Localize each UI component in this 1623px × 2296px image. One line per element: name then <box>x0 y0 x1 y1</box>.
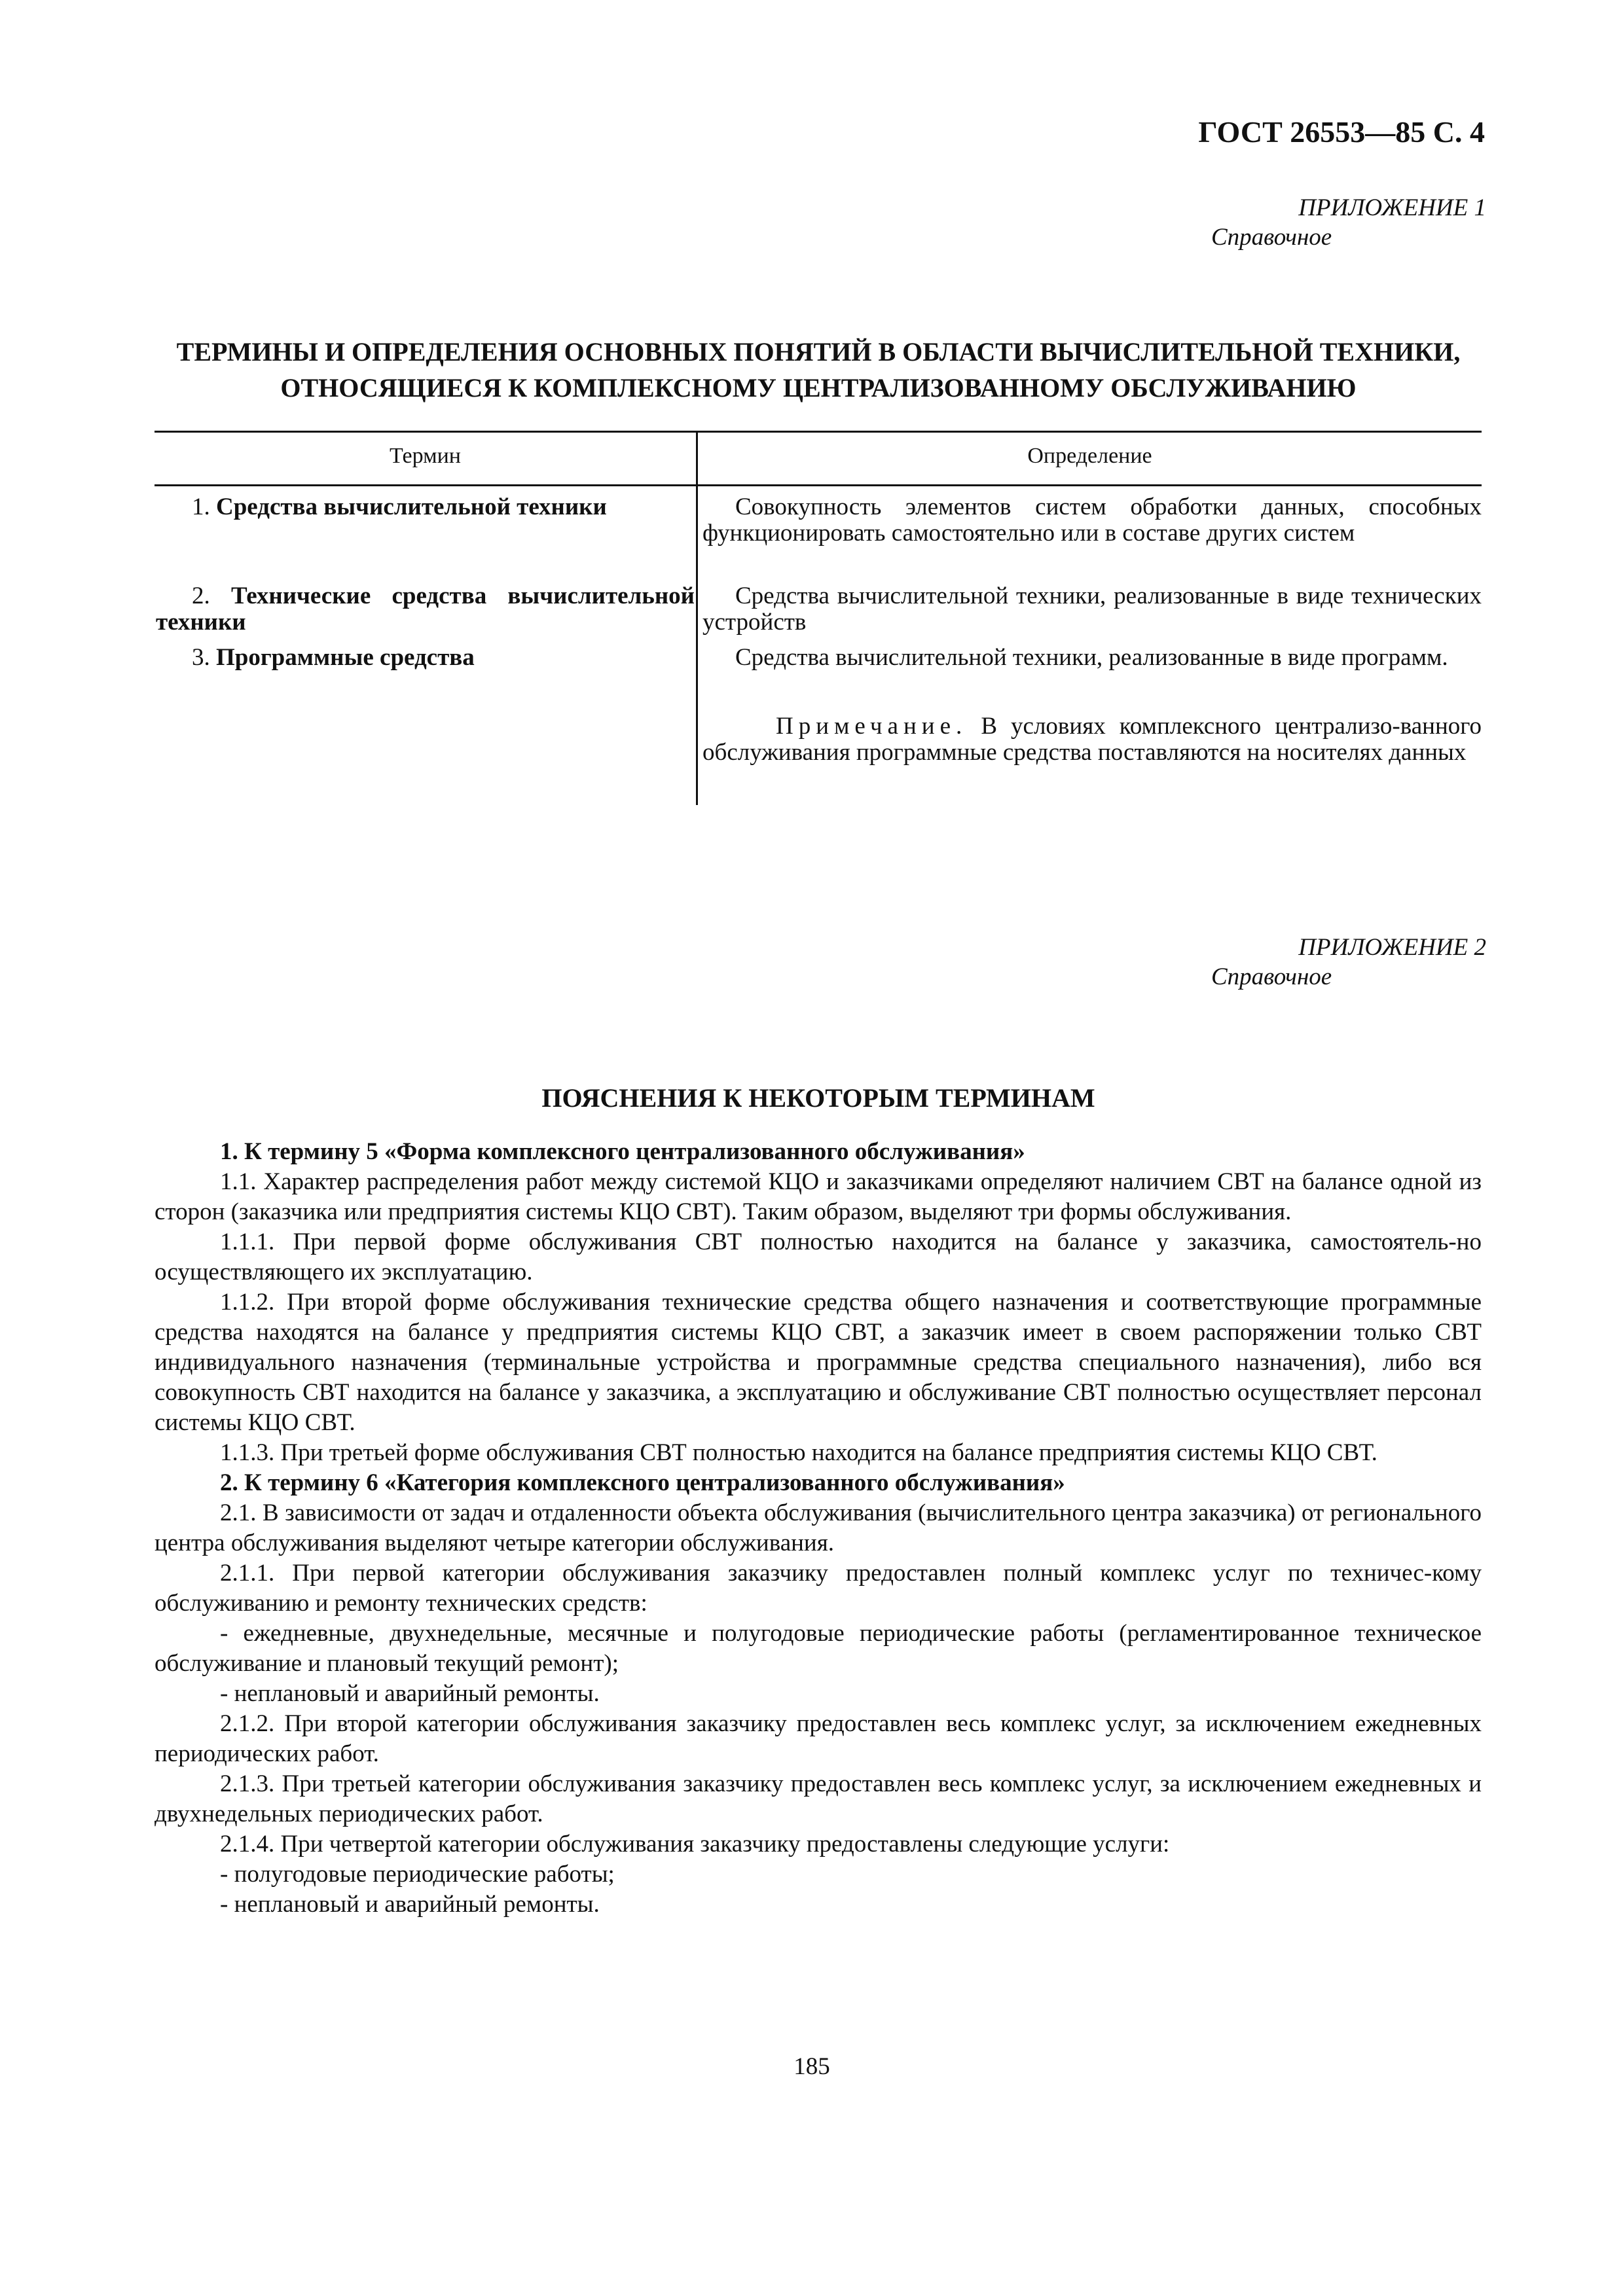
table-header-rule <box>155 484 1482 486</box>
paragraph: 2.1.3. При третьей категории обслуживания заказчику предоставлен весь комплекс услуг, за исключением ежедневных и двухнедельных периодических работ. <box>155 1770 1482 1827</box>
appendix-1-type: Справочное <box>1211 224 1332 251</box>
paragraph: 1.1.3. При третьей форме обслуживания СВТ полностью находится на балансе предприятия системы КЦО СВТ. <box>220 1439 1377 1466</box>
table-column-divider <box>696 431 698 805</box>
term-number: 3. <box>192 644 210 671</box>
term-number: 1. <box>192 493 210 520</box>
note-text: В условиях комплексного централизо-ванного обслуживания программные средства поставляются на носителях данных <box>702 713 1482 766</box>
term-name: Программные средства <box>216 644 475 671</box>
appendix-2-label <box>1198 933 1486 992</box>
page-number: 185 <box>793 2053 830 2080</box>
section-2-title: ПОЯСНЕНИЯ К НЕКОТОРЫМ ТЕРМИНАМ <box>541 1083 1095 1113</box>
paragraph: 1.1.1. При первой форме обслуживания СВТ полностью находится на балансе у заказчика, самостоятель-но осуществляющего их эксплуатацию. <box>155 1229 1482 1285</box>
table-row-3-term <box>156 645 695 671</box>
table-row-1-definition: Совокупность элементов систем обработки данных, способных функционировать самостоятельно или в составе других систем <box>702 493 1482 547</box>
appendix-2-number: ПРИЛОЖЕНИЕ 2 <box>1298 934 1486 961</box>
paragraph: 2.1.4. При четвертой категории обслуживания заказчику предоставлены следующие услуги: <box>220 1831 1170 1857</box>
list-paragraph: - ежедневные, двухнедельные, месячные и полугодовые периодические работы (регламентированное техническое обслуживание и плановый текущий ремонт); <box>155 1620 1482 1677</box>
appendix-1-number: ПРИЛОЖЕНИЕ 1 <box>1298 194 1486 221</box>
paragraph: 2.1. В зависимости от задач и отдаленности объекта обслуживания (вычислительного центра заказчика) от регионального центра обслуживания выделяют четыре категории обслуживания. <box>155 1499 1482 1556</box>
table-top-rule <box>155 431 1482 433</box>
table-header-term: Термин <box>390 444 461 468</box>
section-heading: 2. К термину 6 «Категория комплексного централизованного обслуживания» <box>220 1469 1065 1496</box>
appendix-1-label <box>1198 193 1486 252</box>
document-header: ГОСТ 26553—85 С. 4 <box>1198 115 1485 149</box>
table-header-definition: Определение <box>1027 444 1152 468</box>
section-heading: 1. К термину 5 «Форма комплексного централизованного обслуживания» <box>220 1138 1025 1165</box>
appendix-2-type: Справочное <box>1211 963 1332 990</box>
table-note <box>702 713 1482 766</box>
list-item: - неплановый и аварийный ремонты. <box>220 1680 600 1707</box>
paragraph: 1.1.2. При второй форме обслуживания технические средства общего назначения и соответствующие программные средства находятся на балансе у предприятия системы КЦО СВТ, а заказчик имеет в своем распоряжении только СВТ индивидуального назначения (терминальные устройства и программные средства специального назначения), либо вся совокупность СВТ находится на балансе у заказчика, а эксплуатацию и обслуживание СВТ полностью осуществляет персонал системы КЦО СВТ. <box>155 1289 1482 1436</box>
paragraph: 1.1. Характер распределения работ между системой КЦО и заказчиками определяют наличием СВТ на балансе одной из сторон (заказчика или предприятия системы КЦО СВТ). Таким образом, выделяют три формы обслуживания. <box>155 1168 1482 1225</box>
table-row-2-term <box>156 583 695 636</box>
term-number: 2. <box>192 583 210 609</box>
explanations-body <box>155 1137 1482 1920</box>
term-name: Средства вычислительной техники <box>216 493 607 520</box>
table-row-1-term <box>156 494 695 520</box>
section-1-title-line-2: ОТНОСЯЩИЕСЯ К КОМПЛЕКСНОМУ ЦЕНТРАЛИЗОВАННОМУ ОБСЛУЖИВАНИЮ <box>280 373 1357 403</box>
note-label: Примечание. <box>776 713 968 740</box>
paragraph: 2.1.1. При первой категории обслуживания заказчику предоставлен полный комплекс услуг по техничес-кому обслуживанию и ремонту технических средств: <box>155 1560 1482 1617</box>
list-item: - полугодовые периодические работы; <box>220 1861 615 1888</box>
section-1-title-line-1: ТЕРМИНЫ И ОПРЕДЕЛЕНИЯ ОСНОВНЫХ ПОНЯТИЙ В ОБЛАСТИ ВЫЧИСЛИТЕЛЬНОЙ ТЕХНИКИ, <box>176 337 1461 367</box>
term-name: Технические средства вычислительной техники <box>156 583 695 636</box>
table-row-3-definition: Средства вычислительной техники, реализованные в виде программ. <box>735 644 1448 671</box>
table-row-2-definition: Средства вычислительной техники, реализованные в виде технических устройств <box>702 583 1482 636</box>
paragraph: 2.1.2. При второй категории обслуживания заказчику предоставлен весь комплекс услуг, за исключением ежедневных периодических работ. <box>155 1710 1482 1767</box>
list-item: - неплановый и аварийный ремонты. <box>220 1891 600 1918</box>
section-1-title <box>154 334 1483 406</box>
